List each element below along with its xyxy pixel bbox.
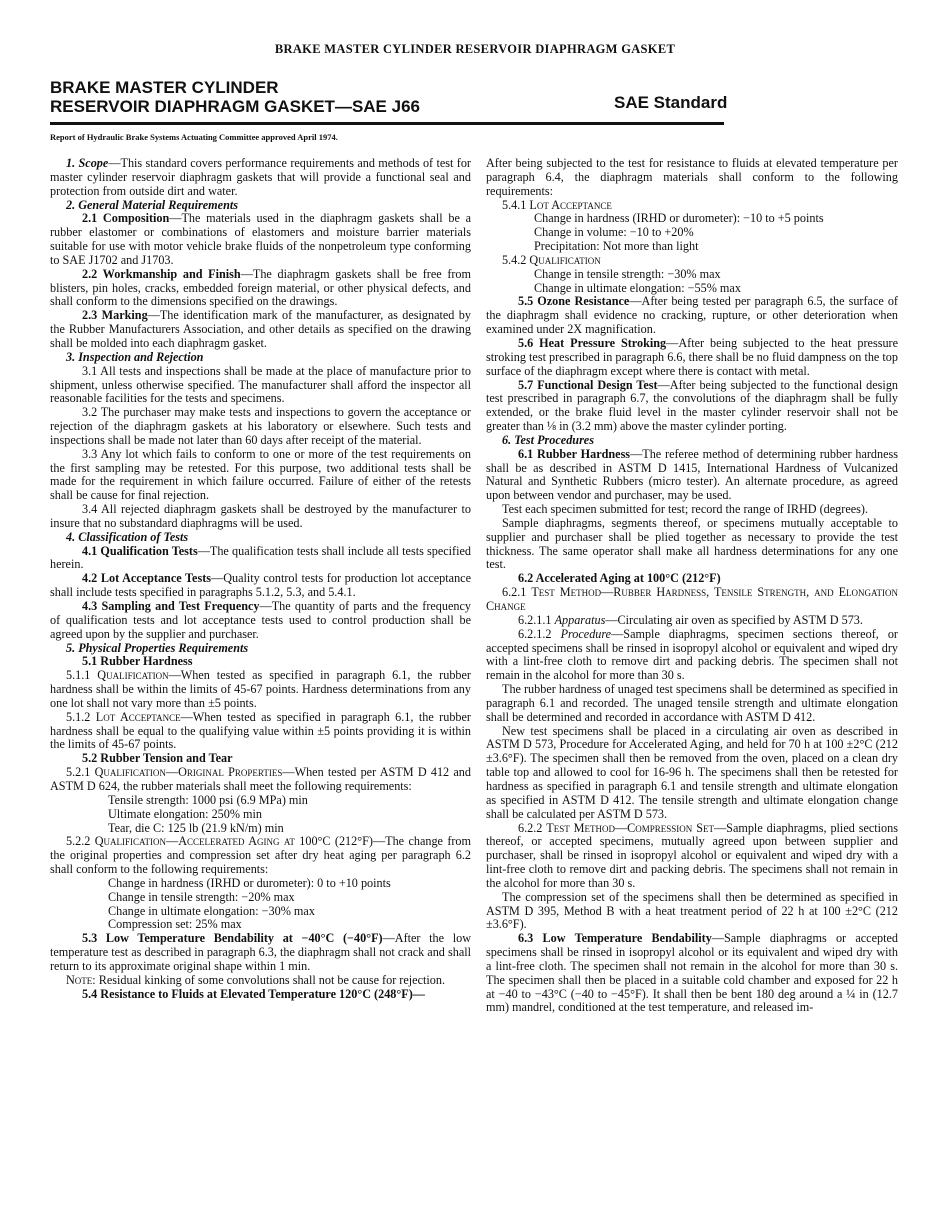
section-6-2-1-1 bbox=[486, 614, 898, 628]
section-5-4-1-label: Lot Acceptance bbox=[529, 197, 612, 212]
section-6-1 bbox=[486, 448, 898, 503]
report-note: Report of Hydraulic Brake Systems Actuating Committee approved April 1974. bbox=[50, 132, 338, 142]
section-6-1-paragraph-3: Sample diaphragms, segments thereof, or specimens mutually acceptable to supplier and purchaser shall be plied together as necessary to provide the test thickness. The same operator shall make all hardness determinations for any one test. bbox=[486, 515, 898, 572]
section-2-3-heading: 2.3 Marking bbox=[82, 308, 148, 323]
list-item: Ultimate elongation: 250% min bbox=[108, 806, 263, 821]
section-5-2-2 bbox=[50, 835, 471, 877]
section-6-1-text: —The referee method of determining rubber hardness shall be as described in ASTM D 1415, International Hardness of Vulcanized Natural and Synthetic Rubbers (micro tester). An alternate procedure, as agreed upon between vendor and purchaser, may be used. bbox=[486, 446, 899, 503]
section-6-3 bbox=[486, 932, 898, 1015]
list-item: Change in hardness (IRHD or durometer): −10 to +5 points bbox=[534, 211, 824, 226]
section-6-1-heading: 6.1 Rubber Hardness bbox=[518, 446, 631, 461]
section-6-2-1-number: 6.2.1 bbox=[502, 585, 532, 600]
section-5-3 bbox=[50, 932, 471, 974]
title-rule bbox=[50, 122, 724, 125]
section-5-4-2-heading bbox=[486, 254, 898, 268]
section-5-2-1-requirements bbox=[108, 794, 471, 836]
section-6-2-1-1-number: 6.2.1.1 bbox=[518, 612, 555, 627]
section-6-heading: 6. Test Procedures bbox=[502, 432, 594, 447]
section-4-3 bbox=[50, 600, 471, 642]
note-text: : Residual kinking of some convolutions shall not be cause for rejection. bbox=[92, 972, 445, 987]
title-line-2: RESERVOIR DIAPHRAGM GASKET—SAE J66 bbox=[50, 97, 420, 116]
section-6-2-1-label: Test Method—Rubber Hardness, Tensile Strength, and Elongation Change bbox=[486, 585, 899, 613]
section-3-1: 3.1 All tests and inspections shall be made at the place of manufacture prior to shipment, unless otherwise specified. The manufacturer shall afford the inspector all reasonable facilities for the tests and specimens. bbox=[50, 363, 471, 406]
section-6-2-1-2-label: Procedure bbox=[560, 626, 612, 641]
section-5-4-1-number: 5.4.1 bbox=[502, 197, 530, 212]
section-1-heading: 1. Scope bbox=[66, 156, 109, 170]
section-6-2-heading: 6.2 Accelerated Aging at 100°C (212°F) bbox=[518, 571, 721, 586]
list-item: Change in ultimate elongation: −55% max bbox=[534, 280, 741, 295]
section-3-heading: 3. Inspection and Rejection bbox=[66, 349, 204, 364]
section-5-2-2-text: 100°C (212°F)—The change from the original properties and compression set after dry heat aging per paragraph 6.2 shall conform to the following requirements: bbox=[50, 834, 472, 877]
document-title bbox=[50, 78, 420, 116]
section-4-3-text: —The quantity of parts and the frequency of qualification tests and lot acceptance tests used to control production shall be agreed upon by the supplier and purchaser. bbox=[50, 599, 471, 641]
section-5-heading: 5. Physical Properties Requirements bbox=[66, 640, 249, 655]
section-4-2 bbox=[50, 572, 471, 600]
section-2-1 bbox=[50, 212, 471, 267]
section-5-2-1-text: —When tested per ASTM D 412 and ASTM D 624, the rubber materials shall meet the following requirements: bbox=[50, 765, 471, 793]
unaged-paragraph: The rubber hardness of unaged test specimens shall be determined as specified in paragraph 6.1 and recorded. The unaged tensile strength and ultimate elongation shall be determined and recorded in accordance with ASTM D 412. bbox=[486, 682, 898, 724]
section-5-3-text: —After the low temperature test as described in paragraph 6.3, the diaphragm shall not crack and shall return to its approximate original shape within 1 min. bbox=[50, 931, 471, 973]
section-6-2-1-2-text: —Sample diaphragms, specimen sections thereof, or accepted specimens shall be rinsed in isopropyl alcohol or equivalent and wiped dry with a lint-free cloth to remove dirt and packing debris. The specimen shall not remain in the alcohol for more than 30 s. bbox=[486, 626, 898, 683]
section-6-2-2-text: —Sample diaphragms, plied sections thereof, or accepted specimens, mutually agreed upon between supplier and purchaser, shall be rinsed in isopropyl alcohol or equivalent and wiped dry with a lint-free cloth to remove dirt and packing debris. The specimens shall not remain in the alcohol for more than 30 s. bbox=[486, 820, 898, 890]
section-5-4-2-label: Qualification bbox=[529, 252, 601, 267]
section-3-4: 3.4 All rejected diaphragm gaskets shall be destroyed by the manufacturer to insure that no substandard diaphragms will be used. bbox=[50, 502, 471, 530]
list-item: Change in tensile strength: −20% max bbox=[108, 889, 295, 904]
section-5-2-2-heading: Qualification—Accelerated Aging at bbox=[94, 834, 295, 849]
section-5-1-1 bbox=[50, 669, 471, 711]
section-5-1-1-text: —When tested as specified in paragraph 6.1, the rubber hardness shall be within the limits of 45-67 points. Hardness determinations from any one lot shall not vary more than ±5 points. bbox=[50, 668, 471, 710]
section-5-2-1-heading: Qualification—Original Properties bbox=[94, 765, 283, 780]
section-5-1-1-heading: Qualification bbox=[97, 668, 169, 683]
section-4-2-heading: 4.2 Lot Acceptance Tests bbox=[82, 571, 212, 586]
section-6-2-1 bbox=[486, 586, 898, 614]
section-6-2-2-number: 6.2.2 bbox=[518, 820, 547, 835]
running-head: BRAKE MASTER CYLINDER RESERVOIR DIAPHRAGM GASKET bbox=[274, 42, 676, 56]
compression-set-paragraph: The compression set of the specimens shall then be determined as specified in ASTM D 395, Method B with a heat treatment period of 22 h at 100 ±2°C (212 ±3.6°F). bbox=[486, 889, 898, 932]
section-6-2-2-label: Test Method—Compression Set bbox=[546, 820, 714, 835]
section-5-1-2-heading: Lot Acceptance bbox=[95, 709, 181, 724]
section-5-7 bbox=[486, 379, 898, 434]
list-item: Change in volume: −10 to +20% bbox=[534, 225, 694, 240]
section-5-1-2-text: —When tested as specified in paragraph 6.1, the rubber hardness shall be equal to the qualifying value within ±5 points providing it is within the limits of 45-67 points. bbox=[50, 709, 471, 752]
list-item: Compression set: 25% max bbox=[108, 917, 242, 932]
section-2-2-text: —The diaphragm gaskets shall be free from blisters, pin holes, cracks, embedded foreign material, or other physical defects, and shall conform to the dimensions specified on the drawings. bbox=[50, 266, 472, 309]
left-column bbox=[50, 157, 471, 1001]
section-2-1-heading: 2.1 Composition bbox=[82, 211, 170, 226]
section-6-2-1-2-number: 6.2.1.2 bbox=[518, 626, 561, 641]
section-6-2-2 bbox=[486, 822, 898, 891]
section-1-text: —This standard covers performance requirements and methods of test for master cylinder reservoir diaphragm gaskets that will provide a functional seal and protection from outside dirt and water. bbox=[50, 156, 471, 198]
section-4-3-heading: 4.3 Sampling and Test Frequency bbox=[82, 599, 260, 613]
section-4-1-heading: 4.1 Qualification Tests bbox=[82, 543, 198, 558]
section-5-1-2 bbox=[50, 711, 471, 753]
section-1 bbox=[50, 157, 471, 199]
section-5-4-1-heading bbox=[486, 199, 898, 213]
section-5-1-heading: 5.1 Rubber Hardness bbox=[82, 654, 193, 669]
note-label: Note bbox=[66, 972, 93, 987]
section-5-2-heading: 5.2 Rubber Tension and Tear bbox=[82, 751, 233, 766]
section-6-2-1-1-text: —Circulating air oven as specified by ASTM D 573. bbox=[605, 612, 863, 627]
section-6-3-heading: 6.3 Low Temperature Bendability bbox=[518, 931, 712, 946]
section-2-3-text: —The identification mark of the manufacturer, as designated by the Rubber Manufacturers Association, and other details as specified on the drawing shall be molded into each diaphragm gasket. bbox=[50, 308, 471, 350]
section-2-2 bbox=[50, 268, 471, 310]
section-3-3: 3.3 Any lot which fails to conform to one or more of the test requirements on the first sampling may be retested. For this purpose, two additional tests shall be made for the requirement in which failure occurred. Failure of either of the retests shall be cause for final rejection. bbox=[50, 446, 471, 503]
section-5-1-1-number: 5.1.1 bbox=[66, 668, 98, 683]
section-6-2-1-2 bbox=[486, 628, 898, 683]
section-5-4-heading: 5.4 Resistance to Fluids at Elevated Temperature 120°C (248°F)— bbox=[82, 986, 425, 1001]
section-5-3-heading: 5.3 Low Temperature Bendability at −40°C (−40°F) bbox=[82, 931, 383, 946]
new-specimens-paragraph: New test specimens shall be placed in a circulating air oven as described in ASTM D 573, Procedure for Accelerated Aging, and held for 70 h at 100 ±2°C (212 ±3.6°F). The specimen shall then be removed from the oven, placed on a clean dry table top and allowed to cool for 16-96 h. The specimens shall then be retested for hardness as specified in paragraph 6.1 and tensile strength and ultimate elongation as specified in ASTM D 412. The tensile strength and ultimate elongation change shall be calculated per ASTM D 573. bbox=[486, 723, 898, 821]
list-item: Precipitation: Not more than light bbox=[534, 239, 699, 254]
section-3-2: 3.2 The purchaser may make tests and inspections to govern the acceptance or rejection of the diaphragm gaskets at his laboratory or elsewhere. Such tests and inspections shall be made not later than 60 days after receipt of the material. bbox=[50, 405, 471, 447]
section-2-1-text: —The materials used in the diaphragm gaskets shall be a rubber elastomer or combinations of elastomers and moisture barrier materials suitable for use with motor vehicle brake fluids of the nonpetroleum type conforming to SAE J1702 and J1703. bbox=[50, 211, 471, 267]
section-5-2-1-number: 5.2.1 bbox=[66, 765, 95, 780]
section-5-7-heading: 5.7 Functional Design Test bbox=[518, 377, 658, 392]
section-5-6-heading: 5.6 Heat Pressure Stroking bbox=[518, 335, 667, 350]
section-5-6 bbox=[486, 337, 898, 379]
list-item: Tensile strength: 1000 psi (6.9 MPa) min bbox=[108, 792, 308, 807]
section-5-2-2-number: 5.2.2 bbox=[66, 834, 95, 849]
section-5-2-2-requirements bbox=[108, 877, 471, 932]
section-5-4-1-requirements bbox=[534, 212, 898, 254]
list-item: Change in hardness (IRHD or durometer): 0 to +10 points bbox=[108, 875, 391, 890]
section-4-1-text: —The qualification tests shall include all tests specified herein. bbox=[50, 543, 471, 572]
section-6-2-1-1-label: Apparatus bbox=[554, 612, 606, 627]
section-6-3-text: —Sample diaphragms or accepted specimens shall be rinsed in isopropyl alcohol or its equivalent and wiped dry with a lint-free cloth. The specimen shall not remain in the alcohol for more than 30 s. The specimen shall then be placed in a suitable cold chamber and exposed for 22 h at −40 to −43°C (−40 to −45°F). It shall then be bent 180 deg around a ¼ in (12.7 mm) mandrel, conditioned at the test temperature, and released im- bbox=[486, 931, 898, 1015]
standard-label: SAE Standard bbox=[614, 93, 728, 112]
section-5-5-text: —After being tested per paragraph 6.5, the surface of the diaphragm shall evidence no cracking, rupture, or other deterioration when examined under 2X magnification. bbox=[486, 294, 898, 337]
section-5-2-1 bbox=[50, 766, 471, 794]
section-4-1 bbox=[50, 545, 471, 573]
right-column bbox=[486, 157, 898, 1015]
section-5-5-heading: 5.5 Ozone Resistance bbox=[518, 294, 630, 309]
list-item: Tear, die C: 125 lb (21.9 kN/m) min bbox=[108, 820, 284, 835]
section-5-4-2-number: 5.4.2 bbox=[502, 252, 530, 267]
section-4-2-text: —Quality control tests for production lot acceptance shall include tests specified in paragraphs 5.1.2, 5.3, and 5.4.1. bbox=[50, 571, 471, 600]
section-4-heading: 4. Classification of Tests bbox=[66, 529, 189, 544]
section-6-1-paragraph-2: Test each specimen submitted for test; record the range of IRHD (degrees). bbox=[502, 502, 868, 517]
section-2-heading: 2. General Material Requirements bbox=[66, 197, 238, 212]
section-5-4-2-requirements bbox=[534, 268, 898, 296]
section-2-2-heading: 2.2 Workmanship and Finish bbox=[82, 266, 241, 281]
list-item: Change in tensile strength: −30% max bbox=[534, 266, 721, 281]
title-line-1: BRAKE MASTER CYLINDER bbox=[50, 78, 279, 97]
list-item: Change in ultimate elongation: −30% max bbox=[108, 903, 315, 918]
section-5-4-text: After being subjected to the test for resistance to fluids at elevated temperature per paragraph 6.4, the diaphragm materials shall conform to the following requirements: bbox=[486, 156, 898, 198]
section-5-5 bbox=[486, 295, 898, 337]
section-5-1-2-number: 5.1.2 bbox=[66, 709, 96, 724]
section-2-3 bbox=[50, 309, 471, 351]
note bbox=[50, 974, 471, 988]
section-5-6-text: —After being subjected to the heat pressure stroking test prescribed in paragraph 6.6, there shall be no fluid dampness on the top surface of the diaphragm except where there is contact with metal. bbox=[486, 335, 899, 378]
section-5-7-text: —After being subjected to the functional design test prescribed in paragraph 6.7, the convolutions of the diaphragm shall be fully extended, or the brake fluid level in the master cylinder reservoir shall not be greater than ⅛ in (3.2 mm) above the master cylinder porting. bbox=[486, 377, 899, 434]
section-5-4 bbox=[50, 988, 471, 1002]
